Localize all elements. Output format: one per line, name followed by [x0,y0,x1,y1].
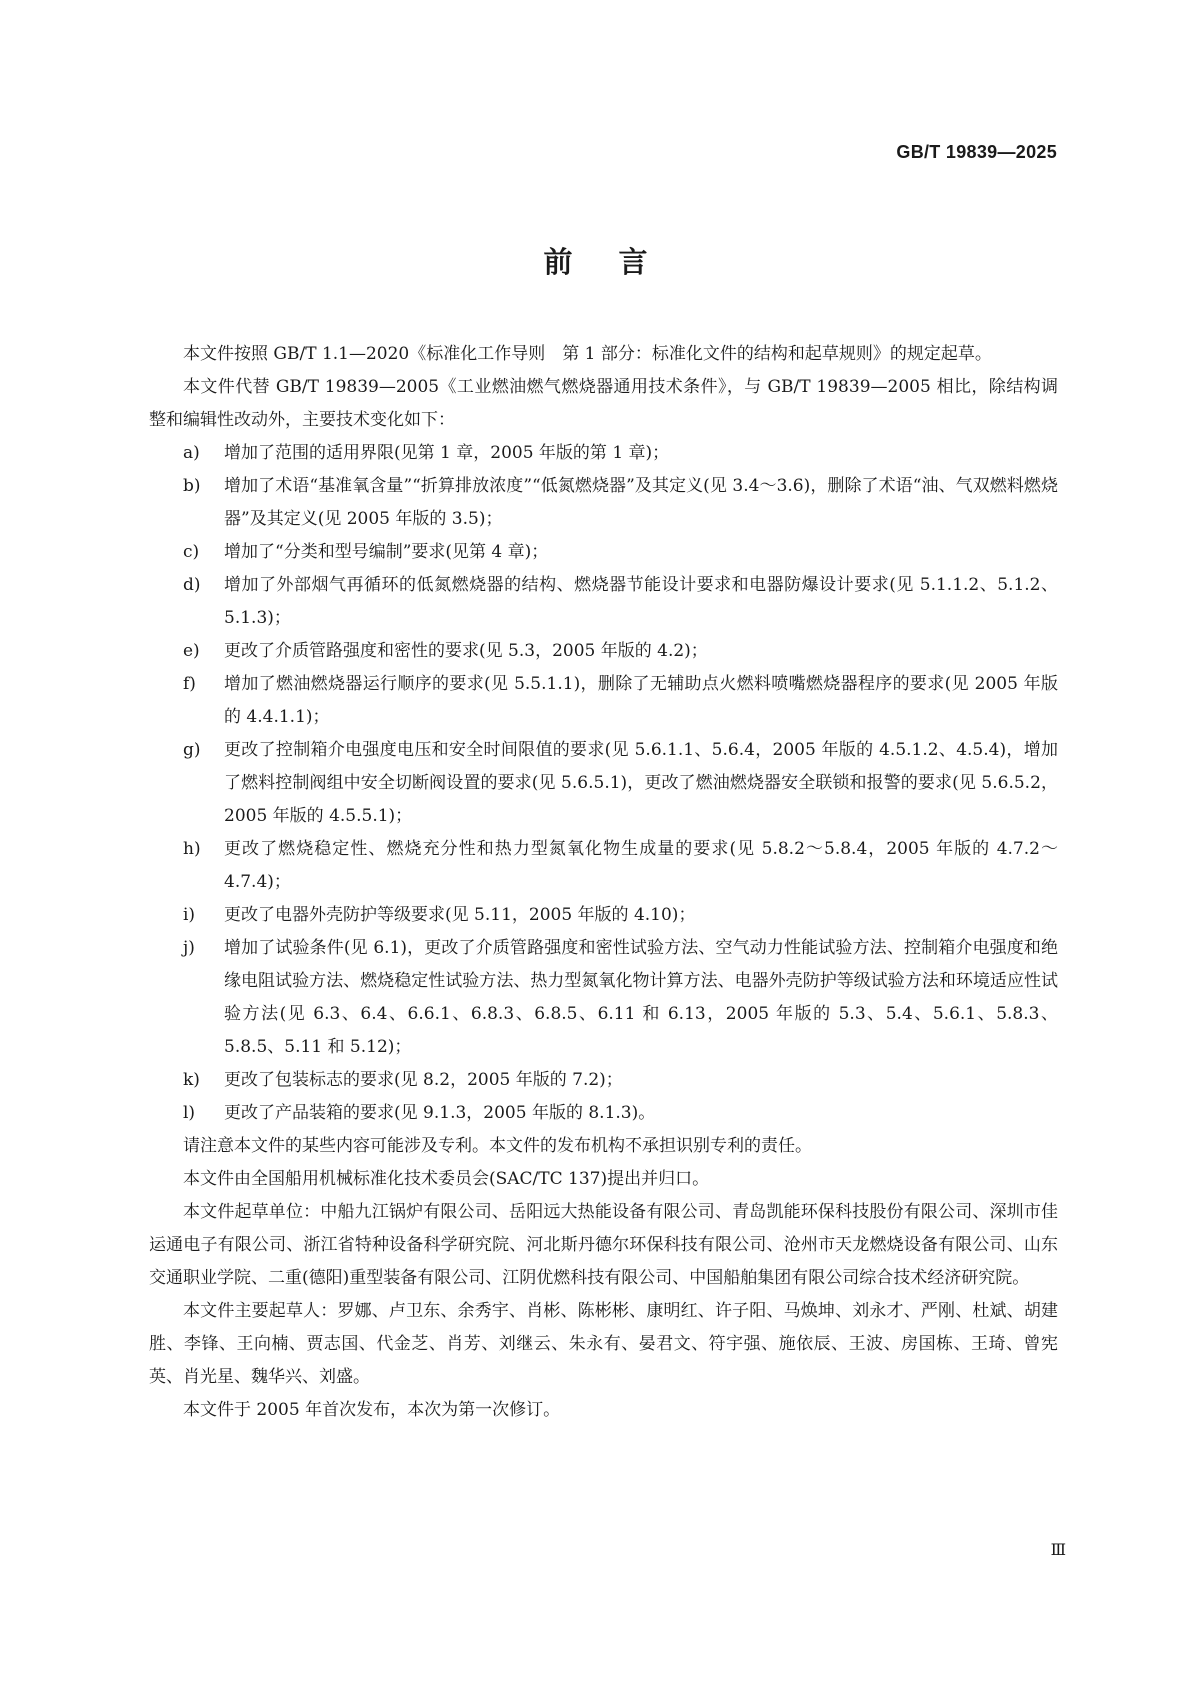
list-item-label: d) [183,575,201,595]
paragraph-replacement: 本文件代替 GB/T 19839—2005《工业燃油燃气燃烧器通用技术条件》，与 GB/T 19839—2005 相比，除结构调整和编辑性改动外，主要技术变化如下： [149,377,1058,430]
list-item-text: 增加了外部烟气再循环的低氮燃烧器的结构、燃烧器节能设计要求和电器防爆设计要求(见 5.1.1.2、5.1.2、5.1.3)； [224,575,1058,628]
list-item-label: k) [183,1070,200,1090]
list-item-text: 增加了燃油燃烧器运行顺序的要求(见 5.5.1.1)，删除了无辅助点火燃料喷嘴燃烧器程序的要求(见 2005 年版的 4.4.1.1)； [224,674,1058,727]
list-item-label: c) [183,542,200,562]
list-item-text: 更改了燃烧稳定性、燃烧充分性和热力型氮氧化物生成量的要求(见 5.8.2～5.8.4，2005 年版的 4.7.2～4.7.4)； [224,839,1058,892]
list-item-text: 增加了术语“基准氧含量”“折算排放浓度”“低氮燃烧器”及其定义(见 3.4～3.6)，删除了术语“油、气双燃料燃烧器”及其定义(见 2005 年版的 3.5)； [224,476,1058,529]
page-title: 前言 [543,245,694,279]
change-item-l [149,1097,1058,1130]
list-item-label: j) [183,938,195,958]
list-item-label: l) [183,1103,196,1123]
change-item-g [149,734,1058,833]
list-item-label: e) [183,641,200,661]
list-item-text: 更改了电器外壳防护等级要求(见 5.11，2005 年版的 4.10)； [224,905,696,925]
change-item-b [149,470,1058,536]
change-item-f [149,668,1058,734]
preface-body [149,338,1058,1427]
change-item-j [149,932,1058,1064]
list-item-text: 增加了“分类和型号编制”要求(见第 4 章)； [224,542,549,562]
paragraph-patent-notice: 请注意本文件的某些内容可能涉及专利。本文件的发布机构不承担识别专利的责任。 [183,1136,812,1156]
change-item-e [149,635,1058,668]
paragraph-history: 本文件于 2005 年首次发布，本次为第一次修订。 [183,1400,561,1420]
list-item-label: b) [183,476,201,496]
list-item-text: 更改了介质管路强度和密性的要求(见 5.3，2005 年版的 4.2)； [224,641,708,661]
page-number: Ⅲ [1050,1540,1066,1559]
paragraph-drafters: 本文件主要起草人：罗娜、卢卫东、余秀宇、肖彬、陈彬彬、康明红、许子阳、马焕坤、刘永才、严刚、杜斌、胡建胜、李锋、王向楠、贾志国、代金芝、肖芳、刘继云、朱永有、晏君文、符宇强、施依辰、王波、房国栋、王琦、曾宪英、肖光星、魏华兴、刘盛。 [149,1301,1058,1387]
list-item-text: 增加了试验条件(见 6.1)，更改了介质管路强度和密性试验方法、空气动力性能试验方法、控制箱介电强度和绝缘电阻试验方法、燃烧稳定性试验方法、热力型氮氧化物计算方法、电器外壳防护等级试验方法和环境适应性试验方法(见 6.3、6.4、6.6.1、6.8.3、6.8.5、6.11 和 6.13，2005 年版的 5.3、5.4、5.6.1、5.8.3、5.8.5、5.11 和 5.12)； [224,938,1058,1057]
list-item-text: 增加了范围的适用界限(见第 1 章，2005 年版的第 1 章)； [224,443,670,463]
change-item-c [149,536,1058,569]
list-item-label: i) [183,905,196,925]
change-item-k [149,1064,1058,1097]
list-item-label: h) [183,839,201,859]
change-item-a [149,437,1058,470]
paragraph-drafting-rules: 本文件按照 GB/T 1.1—2020《标准化工作导则 第 1 部分：标准化文件的结构和起草规则》的规定起草。 [183,344,992,364]
paragraph-proposer: 本文件由全国船用机械标准化技术委员会(SAC/TC 137)提出并归口。 [183,1169,710,1189]
paragraph-drafting-units: 本文件起草单位：中船九江锅炉有限公司、岳阳远大热能设备有限公司、青岛凯能环保科技股份有限公司、深圳市佳运通电子有限公司、浙江省特种设备科学研究院、河北斯丹德尔环保科技有限公司、沧州市天龙燃烧设备有限公司、山东交通职业学院、二重(德阳)重型装备有限公司、江阴优燃科技有限公司、中国船舶集团有限公司综合技术经济研究院。 [149,1202,1058,1288]
list-item-text: 更改了包装标志的要求(见 8.2，2005 年版的 7.2)； [224,1070,623,1090]
change-item-h [149,833,1058,899]
standard-number: GB/T 19839—2025 [896,142,1057,162]
change-item-i [149,899,1058,932]
change-item-d [149,569,1058,635]
list-item-label: f) [183,674,196,694]
list-item-text: 更改了产品装箱的要求(见 9.1.3，2005 年版的 8.1.3)。 [224,1103,656,1123]
list-item-text: 更改了控制箱介电强度电压和安全时间限值的要求(见 5.6.1.1、5.6.4，2005 年版的 4.5.1.2、4.5.4)，增加了燃料控制阀组中安全切断阀设置的要求(见 5.6.5.1)，更改了燃油燃烧器安全联锁和报警的要求(见 5.6.5.2，2005 年版的 4.5.5.1)； [224,740,1058,826]
list-item-label: a) [183,443,200,463]
list-item-label: g) [183,740,201,760]
